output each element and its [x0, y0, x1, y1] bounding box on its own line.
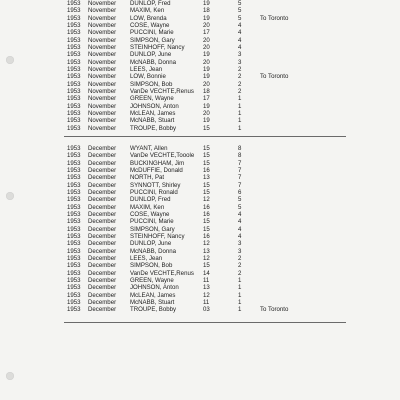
year-cell: 1953: [67, 284, 81, 292]
count-a-cell: 20: [203, 43, 210, 51]
table-row: [64, 174, 364, 181]
count-a-cell: 15: [203, 218, 210, 226]
month-cell: November: [88, 51, 117, 59]
count-b-cell: 1: [238, 298, 242, 306]
year-cell: 1953: [67, 36, 81, 44]
count-a-cell: 15: [203, 188, 210, 196]
month-cell: November: [88, 117, 117, 125]
name-cell: VanDe VECHTE,Renus: [130, 269, 194, 277]
count-a-cell: 11: [203, 276, 210, 284]
year-cell: 1953: [67, 124, 81, 132]
year-cell: 1953: [67, 298, 81, 306]
table-row: [64, 284, 364, 291]
count-b-cell: 8: [238, 145, 242, 152]
count-b-cell: 5: [238, 196, 242, 204]
table-row: [64, 29, 364, 36]
year-cell: 1953: [67, 102, 81, 110]
count-b-cell: 5: [238, 0, 242, 7]
month-cell: December: [88, 254, 117, 262]
count-a-cell: 12: [203, 196, 210, 204]
month-cell: November: [88, 29, 117, 37]
month-cell: December: [88, 218, 117, 226]
year-cell: 1953: [67, 218, 81, 226]
count-a-cell: 16: [203, 166, 210, 174]
table-row: [64, 189, 364, 196]
year-cell: 1953: [67, 232, 81, 240]
name-cell: NORTH, Pat: [130, 174, 165, 182]
count-b-cell: 1: [238, 306, 242, 314]
count-a-cell: 20: [203, 36, 210, 44]
name-cell: McLEAN, James: [130, 291, 176, 299]
table-row: [64, 211, 364, 218]
year-cell: 1953: [67, 306, 81, 314]
count-b-cell: 4: [238, 21, 242, 29]
count-b-cell: 1: [238, 109, 242, 117]
month-cell: November: [88, 14, 117, 22]
count-b-cell: 1: [238, 124, 242, 132]
count-b-cell: 2: [238, 73, 242, 81]
count-a-cell: 12: [203, 240, 210, 248]
year-cell: 1953: [67, 87, 81, 95]
count-a-cell: 19: [203, 102, 210, 110]
month-cell: November: [88, 124, 117, 132]
month-cell: December: [88, 188, 117, 196]
table-row: [64, 299, 364, 306]
count-a-cell: 17: [203, 95, 210, 103]
count-a-cell: 16: [203, 210, 210, 218]
table-row: [64, 152, 364, 159]
year-cell: 1953: [67, 145, 81, 152]
month-cell: November: [88, 102, 117, 110]
count-b-cell: 7: [238, 174, 242, 182]
year-cell: 1953: [67, 159, 81, 167]
count-a-cell: 20: [203, 80, 210, 88]
count-a-cell: 17: [203, 29, 210, 37]
count-a-cell: 20: [203, 109, 210, 117]
name-cell: JOHNSON, Anton: [130, 102, 179, 110]
count-b-cell: 3: [238, 51, 242, 59]
count-a-cell: 12: [203, 291, 210, 299]
name-cell: LEES, Jean: [130, 65, 163, 73]
name-cell: McDUFFIE, Donald: [130, 166, 183, 174]
section-divider: [64, 136, 346, 137]
count-b-cell: 4: [238, 29, 242, 37]
name-cell: COSE, Wayne: [130, 21, 170, 29]
name-cell: McNABB, Stuart: [130, 117, 175, 125]
count-a-cell: 15: [203, 225, 210, 233]
name-cell: GREEN, Wayne: [130, 276, 174, 284]
month-cell: December: [88, 232, 117, 240]
name-cell: SIMPSON, Bob: [130, 262, 173, 270]
table-row: [64, 226, 364, 233]
year-cell: 1953: [67, 43, 81, 51]
count-b-cell: 7: [238, 166, 242, 174]
month-cell: December: [88, 225, 117, 233]
note-cell: To Toronto: [260, 14, 289, 22]
table-row: [64, 117, 364, 124]
binder-hole: [6, 56, 14, 64]
month-cell: November: [88, 95, 117, 103]
count-a-cell: 19: [203, 51, 210, 59]
name-cell: McNABB, Donna: [130, 247, 177, 255]
table-row: [64, 233, 364, 240]
name-cell: VanDe VECHTE,Tooole: [130, 152, 195, 160]
table-row: [64, 204, 364, 211]
month-cell: November: [88, 7, 117, 15]
month-cell: November: [88, 36, 117, 44]
year-cell: 1953: [67, 247, 81, 255]
count-a-cell: 15: [203, 145, 210, 152]
count-b-cell: 2: [238, 254, 242, 262]
month-cell: December: [88, 159, 117, 167]
count-a-cell: 20: [203, 21, 210, 29]
year-cell: 1953: [67, 196, 81, 204]
name-cell: COSE, Wayne: [130, 210, 170, 218]
table-row: [64, 262, 364, 269]
count-b-cell: 4: [238, 232, 242, 240]
year-cell: 1953: [67, 188, 81, 196]
table-row: [64, 255, 364, 262]
year-cell: 1953: [67, 203, 81, 211]
month-cell: November: [88, 21, 117, 29]
year-cell: 1953: [67, 254, 81, 262]
count-b-cell: 2: [238, 65, 242, 73]
note-cell: To Toronto: [260, 306, 289, 314]
name-cell: TROUPE, Bobby: [130, 306, 177, 314]
name-cell: SYNNOTT, Shirley: [130, 181, 181, 189]
count-a-cell: 15: [203, 262, 210, 270]
month-cell: December: [88, 291, 117, 299]
count-b-cell: 1: [238, 291, 242, 299]
binder-hole: [6, 372, 14, 380]
table-row: [64, 125, 364, 132]
table-row: [64, 51, 364, 58]
name-cell: STEINHOFF, Nancy: [130, 43, 185, 51]
table-row: [64, 59, 364, 66]
name-cell: LEES, Jean: [130, 254, 163, 262]
count-a-cell: 12: [203, 254, 210, 262]
name-cell: DUNLOP, June: [130, 51, 172, 59]
count-b-cell: 4: [238, 218, 242, 226]
month-cell: December: [88, 152, 117, 160]
name-cell: SIMPSON, Gary: [130, 36, 175, 44]
count-a-cell: 13: [203, 284, 210, 292]
count-b-cell: 2: [238, 87, 242, 95]
table-row: [64, 15, 364, 22]
count-a-cell: 11: [203, 298, 210, 306]
table-row: [64, 22, 364, 29]
month-cell: December: [88, 196, 117, 204]
year-cell: 1953: [67, 269, 81, 277]
year-cell: 1953: [67, 95, 81, 103]
table-row: [64, 66, 364, 73]
year-cell: 1953: [67, 7, 81, 15]
count-a-cell: 13: [203, 174, 210, 182]
november-table: [64, 0, 364, 132]
count-b-cell: 4: [238, 43, 242, 51]
table-row: [64, 81, 364, 88]
name-cell: MAXIM, Ken: [130, 7, 165, 15]
name-cell: PUCCINI, Marie: [130, 218, 174, 226]
name-cell: DUNLOP, Fred: [130, 0, 171, 7]
year-cell: 1953: [67, 0, 81, 7]
year-cell: 1953: [67, 21, 81, 29]
year-cell: 1953: [67, 262, 81, 270]
name-cell: TROUPE, Bobby: [130, 124, 177, 132]
count-a-cell: 18: [203, 7, 210, 15]
month-cell: December: [88, 284, 117, 292]
month-cell: December: [88, 247, 117, 255]
month-cell: December: [88, 166, 117, 174]
table-row: [64, 44, 364, 51]
name-cell: SIMPSON, Gary: [130, 225, 175, 233]
count-a-cell: 18: [203, 87, 210, 95]
count-b-cell: 4: [238, 225, 242, 233]
month-cell: December: [88, 262, 117, 270]
month-cell: December: [88, 174, 117, 182]
table-row: [64, 248, 364, 255]
table-row: [64, 182, 364, 189]
table-row: [64, 110, 364, 117]
table-row: [64, 145, 364, 152]
name-cell: PUCCINI, Ronald: [130, 188, 178, 196]
year-cell: 1953: [67, 174, 81, 182]
name-cell: VanDe VECHTE,Renus: [130, 87, 194, 95]
name-cell: LOW, Brenda: [130, 14, 167, 22]
name-cell: McNABB, Donna: [130, 58, 177, 66]
year-cell: 1953: [67, 14, 81, 22]
count-a-cell: 20: [203, 58, 210, 66]
month-cell: December: [88, 298, 117, 306]
year-cell: 1953: [67, 80, 81, 88]
table-row: [64, 0, 364, 7]
year-cell: 1953: [67, 225, 81, 233]
count-b-cell: 2: [238, 262, 242, 270]
table-row: [64, 270, 364, 277]
table-row: [64, 240, 364, 247]
table-row: [64, 37, 364, 44]
year-cell: 1953: [67, 240, 81, 248]
count-b-cell: 2: [238, 80, 242, 88]
count-b-cell: 1: [238, 102, 242, 110]
count-a-cell: 19: [203, 117, 210, 125]
note-cell: To Toronto: [260, 73, 289, 81]
name-cell: DUNLOP, June: [130, 240, 172, 248]
table-row: [64, 88, 364, 95]
count-b-cell: 7: [238, 181, 242, 189]
name-cell: PUCCINI, Marie: [130, 29, 174, 37]
month-cell: November: [88, 58, 117, 66]
year-cell: 1953: [67, 117, 81, 125]
table-row: [64, 277, 364, 284]
month-cell: December: [88, 269, 117, 277]
count-b-cell: 5: [238, 203, 242, 211]
count-b-cell: 7: [238, 159, 242, 167]
count-b-cell: 8: [238, 152, 242, 160]
count-b-cell: 4: [238, 210, 242, 218]
section-divider: [64, 322, 346, 323]
year-cell: 1953: [67, 210, 81, 218]
table-row: [64, 160, 364, 167]
name-cell: BUCKINGHAM, Jim: [130, 159, 185, 167]
table-row: [64, 196, 364, 203]
table-row: [64, 95, 364, 102]
count-b-cell: 3: [238, 247, 242, 255]
name-cell: DUNLOP, Fred: [130, 196, 171, 204]
month-cell: November: [88, 0, 117, 7]
month-cell: December: [88, 203, 117, 211]
month-cell: November: [88, 73, 117, 81]
count-b-cell: 6: [238, 188, 242, 196]
month-cell: November: [88, 43, 117, 51]
month-cell: December: [88, 276, 117, 284]
count-a-cell: 19: [203, 73, 210, 81]
name-cell: McNABB, Stuart: [130, 298, 175, 306]
year-cell: 1953: [67, 276, 81, 284]
count-a-cell: 03: [203, 306, 210, 314]
count-b-cell: 1: [238, 284, 242, 292]
count-b-cell: 5: [238, 7, 242, 15]
count-a-cell: 19: [203, 14, 210, 22]
table-row: [64, 306, 364, 313]
year-cell: 1953: [67, 291, 81, 299]
month-cell: December: [88, 240, 117, 248]
binder-hole: [6, 192, 14, 200]
table-row: [64, 103, 364, 110]
name-cell: MAXIM, Ken: [130, 203, 165, 211]
month-cell: November: [88, 80, 117, 88]
year-cell: 1953: [67, 73, 81, 81]
year-cell: 1953: [67, 51, 81, 59]
year-cell: 1953: [67, 166, 81, 174]
count-a-cell: 16: [203, 203, 210, 211]
table-row: [64, 167, 364, 174]
count-b-cell: 2: [238, 269, 242, 277]
name-cell: STEINHOFF, Nancy: [130, 232, 185, 240]
name-cell: JOHNSON, Anton: [130, 284, 179, 292]
month-cell: December: [88, 145, 117, 152]
count-b-cell: 3: [238, 58, 242, 66]
name-cell: McLEAN, James: [130, 109, 176, 117]
year-cell: 1953: [67, 65, 81, 73]
count-b-cell: 1: [238, 117, 242, 125]
count-a-cell: 15: [203, 159, 210, 167]
month-cell: December: [88, 181, 117, 189]
year-cell: 1953: [67, 29, 81, 37]
count-a-cell: 19: [203, 65, 210, 73]
name-cell: SIMPSON, Bob: [130, 80, 173, 88]
count-b-cell: 3: [238, 240, 242, 248]
month-cell: December: [88, 210, 117, 218]
table-row: [64, 292, 364, 299]
count-b-cell: 1: [238, 276, 242, 284]
name-cell: LOW, Bonnie: [130, 73, 166, 81]
month-cell: November: [88, 65, 117, 73]
year-cell: 1953: [67, 152, 81, 160]
count-b-cell: 5: [238, 14, 242, 22]
count-a-cell: 14: [203, 269, 210, 277]
count-b-cell: 1: [238, 95, 242, 103]
month-cell: November: [88, 109, 117, 117]
name-cell: GREEN, Wayne: [130, 95, 174, 103]
table-row: [64, 218, 364, 225]
month-cell: November: [88, 87, 117, 95]
count-a-cell: 15: [203, 124, 210, 132]
count-a-cell: 16: [203, 232, 210, 240]
december-table: [64, 145, 364, 314]
count-a-cell: 13: [203, 247, 210, 255]
count-a-cell: 19: [203, 0, 210, 7]
count-a-cell: 15: [203, 181, 210, 189]
count-b-cell: 4: [238, 36, 242, 44]
month-cell: December: [88, 306, 117, 314]
year-cell: 1953: [67, 109, 81, 117]
name-cell: WYANT, Allen: [130, 145, 168, 152]
year-cell: 1953: [67, 181, 81, 189]
year-cell: 1953: [67, 58, 81, 66]
count-a-cell: 15: [203, 152, 210, 160]
table-row: [64, 7, 364, 14]
table-row: [64, 73, 364, 80]
binder-holes: [4, 0, 18, 400]
